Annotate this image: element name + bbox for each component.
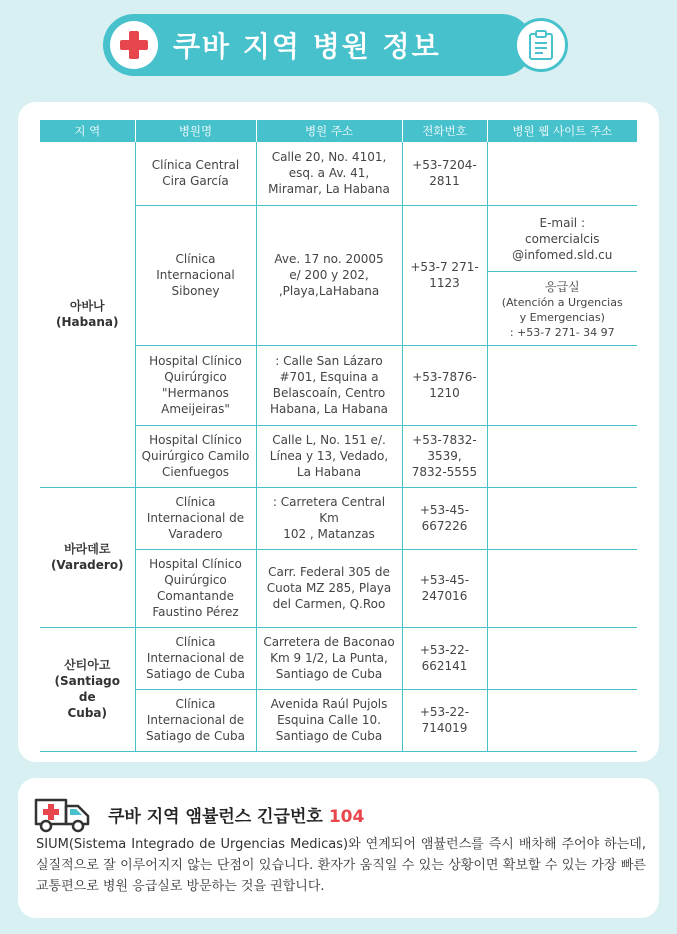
emergency-room-detail: (Atención a Urgencias y Emergencias) : +53-7 271- 34 97 <box>501 295 623 339</box>
column-header-region: 지 역 <box>40 120 135 142</box>
emergency-room-title: 응급실 <box>544 279 580 294</box>
hospital-website <box>487 549 637 627</box>
table-header-row <box>40 120 637 142</box>
hospital-website <box>487 345 637 425</box>
clipboard-icon <box>514 18 568 72</box>
hospital-phone: +53-22- 714019 <box>402 689 487 751</box>
hospital-phone: +53-7204- 2811 <box>402 142 487 205</box>
table-row <box>40 627 637 689</box>
hospital-website <box>487 627 637 689</box>
hospital-website <box>487 689 637 751</box>
hospital-address: Calle L, No. 151 e/. Línea y 13, Vedado, La Habana <box>256 425 402 487</box>
hospital-address: Carretera de Baconao Km 9 1/2, La Punta, Santiago de Cuba <box>256 627 402 689</box>
hospital-name: Clínica Central Cira García <box>135 142 256 205</box>
hospital-name: Hospital Clínico Quirúrgico "Hermanos Ameijeiras" <box>135 345 256 425</box>
hospital-website <box>487 425 637 487</box>
region-cell: 산티아고 (Santiago de Cuba) <box>40 627 135 751</box>
column-header-website: 병원 웹 사이트 주소 <box>487 120 637 142</box>
website-email: E-mail : comercialcis @infomed.sld.cu <box>488 209 638 272</box>
hospital-phone: +53-7876- 1210 <box>402 345 487 425</box>
region-cell: 아바나 (Habana) <box>40 142 135 487</box>
hospital-address: Ave. 17 no. 20005 e/ 200 y 202, ,Playa,LaHabana <box>256 205 402 345</box>
hospital-address: Avenida Raúl Pujols Esquina Calle 10. Santiago de Cuba <box>256 689 402 751</box>
hospital-phone: +53-7 271- 1123 <box>402 205 487 345</box>
hospital-name: Clínica Internacional de Satiago de Cuba <box>135 627 256 689</box>
column-header-phone: 전화번호 <box>402 120 487 142</box>
hospital-address: : Carretera Central Km 102 , Matanzas <box>256 487 402 549</box>
hospital-table-card <box>18 102 659 762</box>
table-row <box>40 487 637 549</box>
emergency-room-info <box>494 272 632 342</box>
hospital-address: Calle 20, No. 4101, esq. a Av. 41, Miramar, La Habana <box>256 142 402 205</box>
ambulance-number: 104 <box>328 807 365 827</box>
ambulance-info-card <box>18 778 659 918</box>
region-cell: 바라데로 (Varadero) <box>40 487 135 627</box>
hospital-name: Clínica Internacional de Varadero <box>135 487 256 549</box>
page-header <box>103 14 533 76</box>
hospital-phone: +53-7832- 3539, 7832-5555 <box>402 425 487 487</box>
table-row <box>40 142 637 205</box>
page-title: 쿠바 지역 병원 정보 <box>173 30 441 63</box>
ambulance-description: SIUM(Sistema Integrado de Urgencias Medicas)와 연계되어 앰뷸런스를 즉시 배차해 주어야 하는데, 실질적으로 잘 이루어지지 않는 단점이 있습니다. 환자가 움직일 수 있는 상황이면 확보할 수 있는 가장 빠른 교통편으로 병원 응급실로 방문하는 것을 권합니다. <box>36 837 646 894</box>
hospital-phone: +53-45- 667226 <box>402 487 487 549</box>
column-header-address: 병원 주소 <box>256 120 402 142</box>
hospital-name: Hospital Clínico Quirúrgico Comantande Faustino Pérez <box>135 549 256 627</box>
hospital-address: : Calle San Lázaro #701, Esquina a Belascoaín, Centro Habana, La Habana <box>256 345 402 425</box>
hospital-website <box>487 205 637 345</box>
hospital-phone: +53-22- 662141 <box>402 627 487 689</box>
hospital-name: Hospital Clínico Quirúrgico Camilo Cienfuegos <box>135 425 256 487</box>
hospital-name: Clínica Internacional de Satiago de Cuba <box>135 689 256 751</box>
hospital-phone: +53-45- 247016 <box>402 549 487 627</box>
column-header-hospital: 병원명 <box>135 120 256 142</box>
hospital-name: Clínica Internacional Siboney <box>135 205 256 345</box>
hospital-table <box>40 120 637 752</box>
hospital-address: Carr. Federal 305 de Cuota MZ 285, Playa del Carmen, Q.Roo <box>256 549 402 627</box>
ambulance-icon <box>32 794 96 838</box>
hospital-website <box>487 142 637 205</box>
ambulance-heading: 쿠바 지역 앰뷸런스 긴급번호 104 <box>108 807 365 827</box>
hospital-website <box>487 487 637 549</box>
medical-cross-icon <box>110 21 158 69</box>
